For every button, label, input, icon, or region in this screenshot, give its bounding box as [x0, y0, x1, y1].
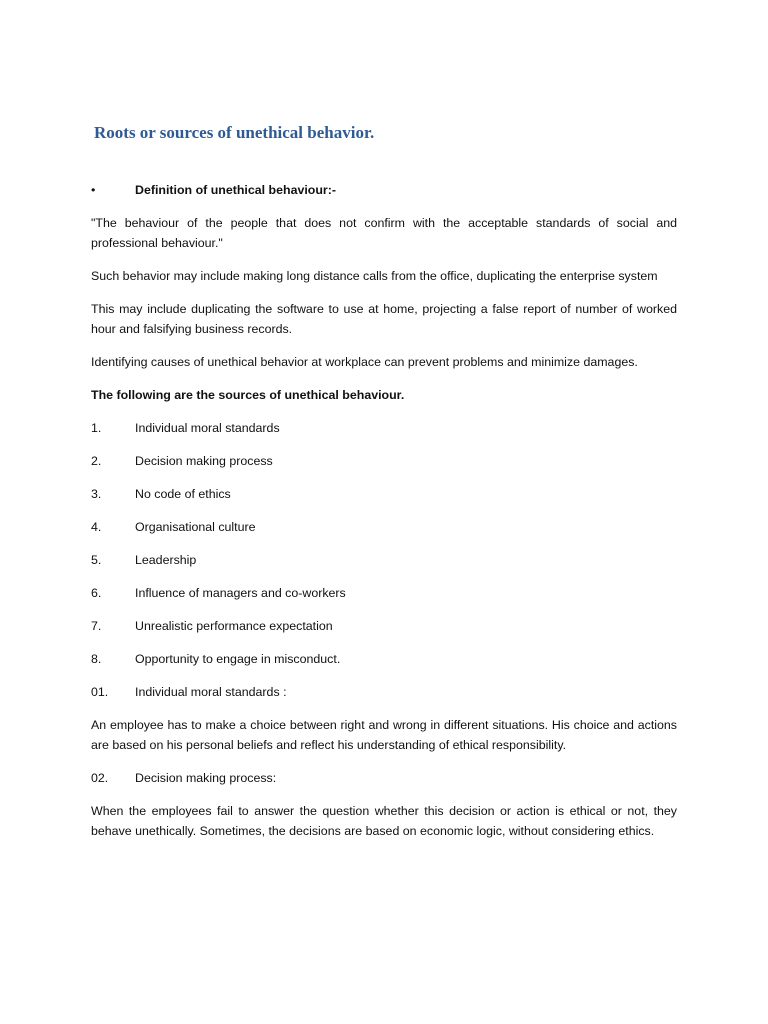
- list-item-number: 6.: [91, 586, 102, 600]
- list-item: [91, 517, 677, 537]
- list-item-text: Individual moral standards: [135, 421, 280, 435]
- list-item-text: Unrealistic performance expectation: [135, 619, 333, 633]
- list-item-number: 4.: [91, 520, 102, 534]
- paragraph-examples: Such behavior may include making long distance calls from the office, duplicating the enterprise system: [91, 269, 658, 283]
- list-item-number: 1.: [91, 421, 102, 435]
- section-heading-text: Individual moral standards :: [135, 685, 287, 699]
- paragraph-more-examples: This may include duplicating the software to use at home, projecting a false report of number of worked hour and falsifying business records.: [91, 302, 677, 336]
- list-item: [91, 616, 677, 636]
- section-heading-individual-moral-standards: [91, 682, 677, 702]
- list-item-number: 5.: [91, 553, 102, 567]
- sources-heading: The following are the sources of unethical behaviour.: [91, 388, 405, 402]
- section-number: 01.: [91, 685, 109, 699]
- list-item-number: 8.: [91, 652, 102, 666]
- list-item: [91, 583, 677, 603]
- definition-quote: "The behaviour of the people that does not confirm with the acceptable standards of social and professional behaviour.": [91, 216, 677, 250]
- definition-heading: Definition of unethical behaviour:-: [135, 183, 337, 197]
- document-body: [91, 180, 677, 854]
- list-item: [91, 484, 677, 504]
- list-item-text: No code of ethics: [135, 487, 231, 501]
- list-item-text: Leadership: [135, 553, 197, 567]
- paragraph-identifying-causes: Identifying causes of unethical behavior at workplace can prevent problems and minimize damages.: [91, 355, 638, 369]
- list-item-text: Influence of managers and co-workers: [135, 586, 346, 600]
- sources-list: [91, 418, 677, 669]
- bullet-icon: •: [91, 183, 96, 197]
- section-heading-text: Decision making process:: [135, 771, 277, 785]
- list-item-text: Decision making process: [135, 454, 273, 468]
- list-item: [91, 418, 677, 438]
- document-title: Roots or sources of unethical behavior.: [94, 123, 375, 142]
- list-item: [91, 649, 677, 669]
- list-item-number: 2.: [91, 454, 102, 468]
- definition-bullet: [91, 180, 677, 200]
- list-item: [91, 451, 677, 471]
- list-item: [91, 550, 677, 570]
- list-item-text: Organisational culture: [135, 520, 256, 534]
- list-item-text: Opportunity to engage in misconduct.: [135, 652, 341, 666]
- list-item-number: 7.: [91, 619, 102, 633]
- section-body-individual-moral-standards: An employee has to make a choice between right and wrong in different situations. His choice and actions are based on his personal beliefs and reflect his understanding of ethical responsibility.: [91, 718, 677, 752]
- list-item-number: 3.: [91, 487, 102, 501]
- section-heading-decision-making-process: [91, 768, 677, 788]
- section-number: 02.: [91, 771, 109, 785]
- section-body-decision-making-process: When the employees fail to answer the question whether this decision or action is ethical or not, they behave unethically. Sometimes, the decisions are based on economic logic, without considering ethics.: [91, 804, 677, 838]
